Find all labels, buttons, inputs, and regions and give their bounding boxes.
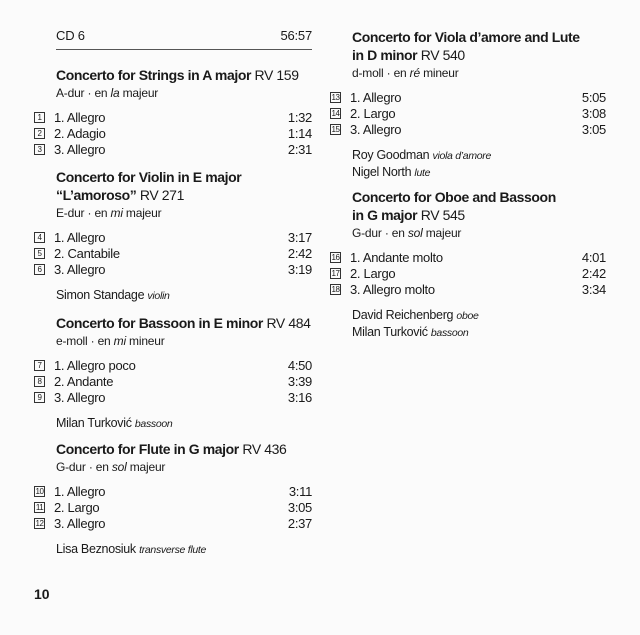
performer-list [330, 147, 606, 181]
track-title: 1. Allegro [54, 483, 106, 499]
track-number-box: 2 [34, 128, 45, 139]
performer-instrument: bassoon [134, 418, 173, 430]
key-german: A-dur [56, 86, 85, 100]
track-duration: 4:50 [287, 357, 312, 373]
track-number-box: 5 [34, 248, 45, 259]
key-line: e-moll · en mi mineur [56, 334, 165, 348]
performer-name: Simon Standage [56, 288, 145, 302]
track-duration: 3:16 [287, 389, 312, 405]
track-duration: 3:05 [287, 499, 312, 515]
track-row [34, 389, 312, 405]
track-number-box: 8 [34, 376, 45, 387]
performer-instrument: viola d’amore [432, 150, 492, 162]
performer [352, 164, 606, 181]
key-german: G-dur [56, 460, 86, 474]
rv-number: RV 540 [420, 47, 465, 63]
work-title [56, 440, 312, 458]
track-list [34, 109, 312, 157]
rv-number: RV 545 [420, 207, 465, 223]
cd-header [56, 28, 312, 50]
work-title-cont: in D minor [352, 47, 418, 63]
key-french-mode: majeur [126, 460, 166, 474]
key-line: G-dur · en sol majeur [56, 460, 166, 474]
key-french-note: sol [111, 460, 127, 474]
key-french-note: la [110, 86, 120, 100]
key-german: d-moll [352, 66, 384, 80]
track-title: 2. Largo [350, 105, 396, 121]
work-title [352, 28, 606, 64]
track-row [34, 245, 312, 261]
key-french-prefix: en [94, 206, 111, 220]
track-number-box: 11 [35, 502, 44, 512]
track-row [34, 229, 312, 245]
rv-number: RV 271 [139, 187, 184, 203]
performer-list [34, 287, 312, 304]
track-row [330, 105, 606, 121]
track-duration: 3:39 [287, 373, 312, 389]
work-title-main: Concerto for Viola d’amore and Lute [352, 29, 580, 45]
track-row [34, 499, 312, 515]
track-number-box: 18 [331, 284, 340, 294]
work-title [56, 168, 312, 204]
key-line: G-dur · en sol majeur [352, 226, 462, 240]
track-list [34, 357, 312, 405]
track-duration: 3:05 [581, 121, 606, 137]
track-duration: 3:11 [288, 483, 312, 499]
track-title: 1. Allegro poco [54, 357, 136, 373]
track-row [330, 249, 606, 265]
performer [56, 415, 312, 432]
performer-name: Roy Goodman [352, 148, 430, 162]
track-title: 2. Andante [54, 373, 114, 389]
performer-instrument: bassoon [430, 327, 469, 339]
track-title: 3. Allegro [350, 121, 402, 137]
track-title: 3. Allegro [54, 261, 106, 277]
key-french-note: ré [409, 66, 420, 80]
work-title-main: Concerto for Strings in A major [56, 67, 252, 83]
performer-instrument: lute [414, 167, 431, 179]
key-french-prefix: en [393, 66, 410, 80]
work-block [34, 440, 312, 558]
key-french-mode: mineur [125, 334, 165, 348]
track-title: 1. Allegro [350, 89, 402, 105]
work-title-main: Concerto for Oboe and Bassoon [352, 189, 556, 205]
track-number-box: 14 [331, 108, 340, 118]
track-row [34, 483, 312, 499]
track-number-box: 7 [34, 360, 45, 371]
track-row [34, 515, 312, 531]
track-row [34, 125, 312, 141]
track-list [34, 483, 312, 531]
work-block [330, 28, 606, 181]
work-title-main: Concerto for Bassoon in E minor [56, 315, 263, 331]
track-number-box: 4 [34, 232, 45, 243]
work-block [34, 314, 312, 432]
track-number-box: 12 [35, 518, 44, 528]
key-french-note: sol [407, 226, 423, 240]
track-number-box: 1 [34, 112, 45, 123]
key-french-prefix: en [95, 460, 112, 474]
cd-label: CD 6 [56, 28, 85, 43]
performer-name: David Reichenberg [352, 308, 454, 322]
performer [352, 307, 606, 324]
key-german: E-dur [56, 206, 85, 220]
track-title: 2. Largo [54, 499, 100, 515]
performer [56, 541, 312, 558]
performer-instrument: transverse flute [139, 544, 207, 556]
track-list [34, 229, 312, 277]
track-title: 3. Allegro molto [350, 281, 435, 297]
track-row [330, 89, 606, 105]
key-french-prefix: en [391, 226, 408, 240]
track-duration: 5:05 [581, 89, 606, 105]
track-number-box: 10 [35, 486, 44, 496]
track-list [330, 89, 606, 137]
rv-number: RV 159 [254, 67, 299, 83]
key-line: d-moll · en ré mineur [352, 66, 459, 80]
track-title: 3. Allegro [54, 515, 106, 531]
track-title: 3. Allegro [54, 389, 106, 405]
track-title: 2. Largo [350, 265, 396, 281]
key-french-mode: mineur [419, 66, 459, 80]
work-title-cont: in G major [352, 207, 418, 223]
work-title [56, 314, 312, 332]
track-duration: 1:32 [287, 109, 312, 125]
key-french-prefix: en [94, 86, 111, 100]
track-duration: 2:42 [287, 245, 312, 261]
track-title: 1. Andante molto [350, 249, 443, 265]
track-row [34, 109, 312, 125]
work-title [352, 188, 606, 224]
rv-number: RV 436 [242, 441, 287, 457]
key-french-note: mi [110, 206, 123, 220]
track-duration: 2:37 [287, 515, 312, 531]
work-block [330, 188, 606, 341]
track-title: 2. Adagio [54, 125, 106, 141]
work-title-cont: “L’amoroso” [56, 187, 137, 203]
track-row [34, 373, 312, 389]
track-duration: 3:34 [581, 281, 606, 297]
track-list [330, 249, 606, 297]
work-title-main: Concerto for Violin in E major [56, 169, 242, 185]
track-row [34, 261, 312, 277]
performer-name: Milan Turković [352, 325, 428, 339]
page-number: 10 [34, 586, 50, 602]
track-number-box: 15 [331, 124, 340, 134]
track-row [34, 141, 312, 157]
performer-name: Lisa Beznosiuk [56, 542, 136, 556]
performer-list [34, 415, 312, 432]
key-french-mode: majeur [119, 86, 159, 100]
track-row [330, 265, 606, 281]
key-french-prefix: en [97, 334, 114, 348]
performer [56, 287, 312, 304]
track-duration: 3:19 [287, 261, 312, 277]
track-number-box: 9 [34, 392, 45, 403]
performer-name: Nigel North [352, 165, 412, 179]
track-number-box: 17 [331, 268, 340, 278]
track-duration: 3:17 [287, 229, 312, 245]
work-title-main: Concerto for Flute in G major [56, 441, 239, 457]
work-block [34, 66, 312, 157]
track-number-box: 16 [331, 252, 340, 262]
performer [352, 324, 606, 341]
track-number-box: 6 [34, 264, 45, 275]
key-french-mode: majeur [122, 206, 162, 220]
performer-list [330, 307, 606, 341]
track-row [330, 121, 606, 137]
track-title: 2. Cantabile [54, 245, 120, 261]
key-line: E-dur · en mi majeur [56, 206, 162, 220]
key-french-note: mi [113, 334, 126, 348]
performer-name: Milan Turković [56, 416, 132, 430]
track-row [330, 281, 606, 297]
track-number-box: 3 [34, 144, 45, 155]
work-block [34, 168, 312, 304]
performer-instrument: oboe [456, 310, 479, 322]
track-title: 1. Allegro [54, 229, 106, 245]
track-number-box: 13 [331, 92, 340, 102]
rv-number: RV 484 [266, 315, 311, 331]
track-duration: 1:14 [287, 125, 312, 141]
track-title: 1. Allegro [54, 109, 106, 125]
key-german: G-dur [352, 226, 382, 240]
performer-instrument: violin [147, 290, 170, 302]
key-german: e-moll [56, 334, 88, 348]
track-duration: 2:31 [287, 141, 312, 157]
track-duration: 3:08 [581, 105, 606, 121]
track-duration: 4:01 [581, 249, 606, 265]
performer-list [34, 541, 312, 558]
cd-total-time: 56:57 [280, 28, 312, 43]
track-title: 3. Allegro [54, 141, 106, 157]
key-line: A-dur · en la majeur [56, 86, 159, 100]
track-duration: 2:42 [581, 265, 606, 281]
track-row [34, 357, 312, 373]
key-french-mode: majeur [422, 226, 462, 240]
performer [352, 147, 606, 164]
work-title [56, 66, 312, 84]
